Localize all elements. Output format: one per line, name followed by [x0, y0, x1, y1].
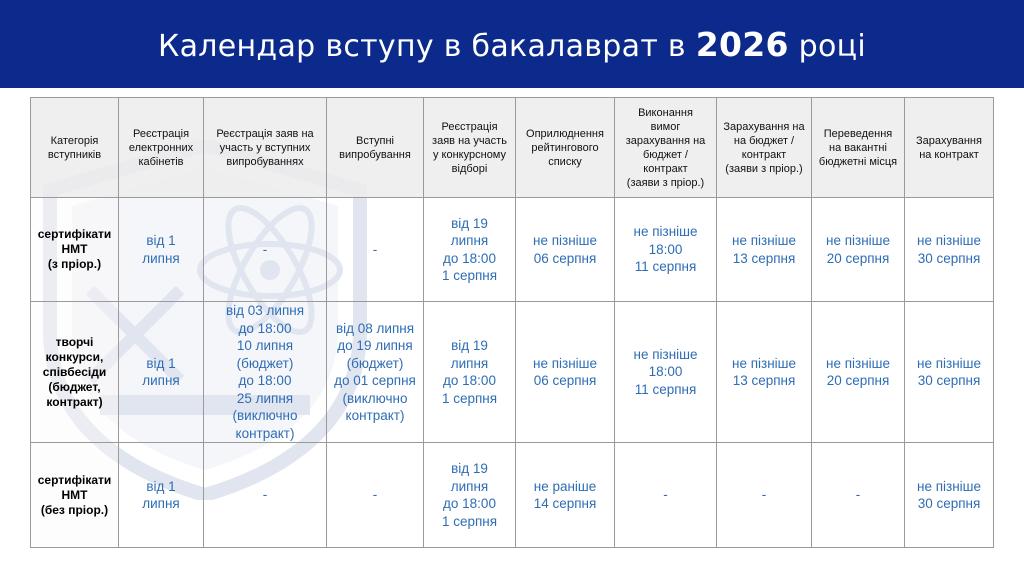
column-header: Переведення на вакантні бюджетні місця	[812, 98, 905, 198]
table-cell: від 03 липня до 18:00 10 липня (бюджет) до 18:00 25 липня (виключно контракт)	[204, 302, 327, 443]
table-cell: від 08 липня до 19 липня (бюджет) до 01 серпня (виключно контракт)	[327, 302, 424, 443]
table-cell: не пізніше 06 серпня	[516, 198, 615, 302]
column-header: Реєстрація електронних кабінетів	[119, 98, 204, 198]
admission-calendar-table	[30, 97, 994, 548]
column-header: Оприлюднення рейтингового списку	[516, 98, 615, 198]
table-cell: від 1 липня	[119, 198, 204, 302]
table-cell: від 1 липня	[119, 302, 204, 443]
column-header: Категорія вступників	[31, 98, 119, 198]
column-header: Зарахування на на бюджет / контракт (заяви з пріор.)	[717, 98, 812, 198]
table-cell: не пізніше 13 серпня	[717, 198, 812, 302]
table-cell: не пізніше 13 серпня	[717, 302, 812, 443]
table-cell: не пізніше 30 серпня	[905, 198, 994, 302]
table-cell: від 19 липня до 18:00 1 серпня	[424, 198, 516, 302]
table-cell: не раніше 14 серпня	[516, 443, 615, 548]
column-header: Вступні випробування	[327, 98, 424, 198]
table-cell: -	[204, 198, 327, 302]
table-cell: не пізніше 06 серпня	[516, 302, 615, 443]
page-title	[158, 25, 866, 64]
table-cell: не пізніше 18:00 11 серпня	[615, 198, 717, 302]
table-cell: не пізніше 30 серпня	[905, 302, 994, 443]
table-row	[31, 302, 994, 443]
title-suffix: році	[788, 28, 866, 64]
title-banner	[0, 0, 1024, 88]
table-cell: від 19 липня до 18:00 1 серпня	[424, 302, 516, 443]
table-row	[31, 198, 994, 302]
column-header: Виконання вимог зарахування на бюджет / контракт (заяви з пріор.)	[615, 98, 717, 198]
category-cell: творчі конкурси, співбесіди (бюджет, контракт)	[31, 302, 119, 443]
table-cell: від 1 липня	[119, 443, 204, 548]
table-cell: не пізніше 18:00 11 серпня	[615, 302, 717, 443]
table-cell: від 19 липня до 18:00 1 серпня	[424, 443, 516, 548]
table-cell: -	[615, 443, 717, 548]
column-header: Реєстрація заяв на участь у вступних випробуваннях	[204, 98, 327, 198]
table-cell: -	[812, 443, 905, 548]
table-cell: не пізніше 20 серпня	[812, 302, 905, 443]
table-cell: не пізніше 20 серпня	[812, 198, 905, 302]
table-cell: -	[327, 198, 424, 302]
table-cell: -	[327, 443, 424, 548]
table-row	[31, 443, 994, 548]
category-cell: сертифікати НМТ (без пріор.)	[31, 443, 119, 548]
table-cell: -	[717, 443, 812, 548]
title-year: 2026	[695, 24, 789, 64]
table-cell: -	[204, 443, 327, 548]
table-header-row	[31, 98, 994, 198]
table-cell: не пізніше 30 серпня	[905, 443, 994, 548]
title-prefix: Календар вступу в бакалаврат в	[158, 28, 696, 64]
column-header: Зарахування на контракт	[905, 98, 994, 198]
column-header: Реєстрація заяв на участь у конкурсному відборі	[424, 98, 516, 198]
category-cell: сертифікати НМТ (з пріор.)	[31, 198, 119, 302]
